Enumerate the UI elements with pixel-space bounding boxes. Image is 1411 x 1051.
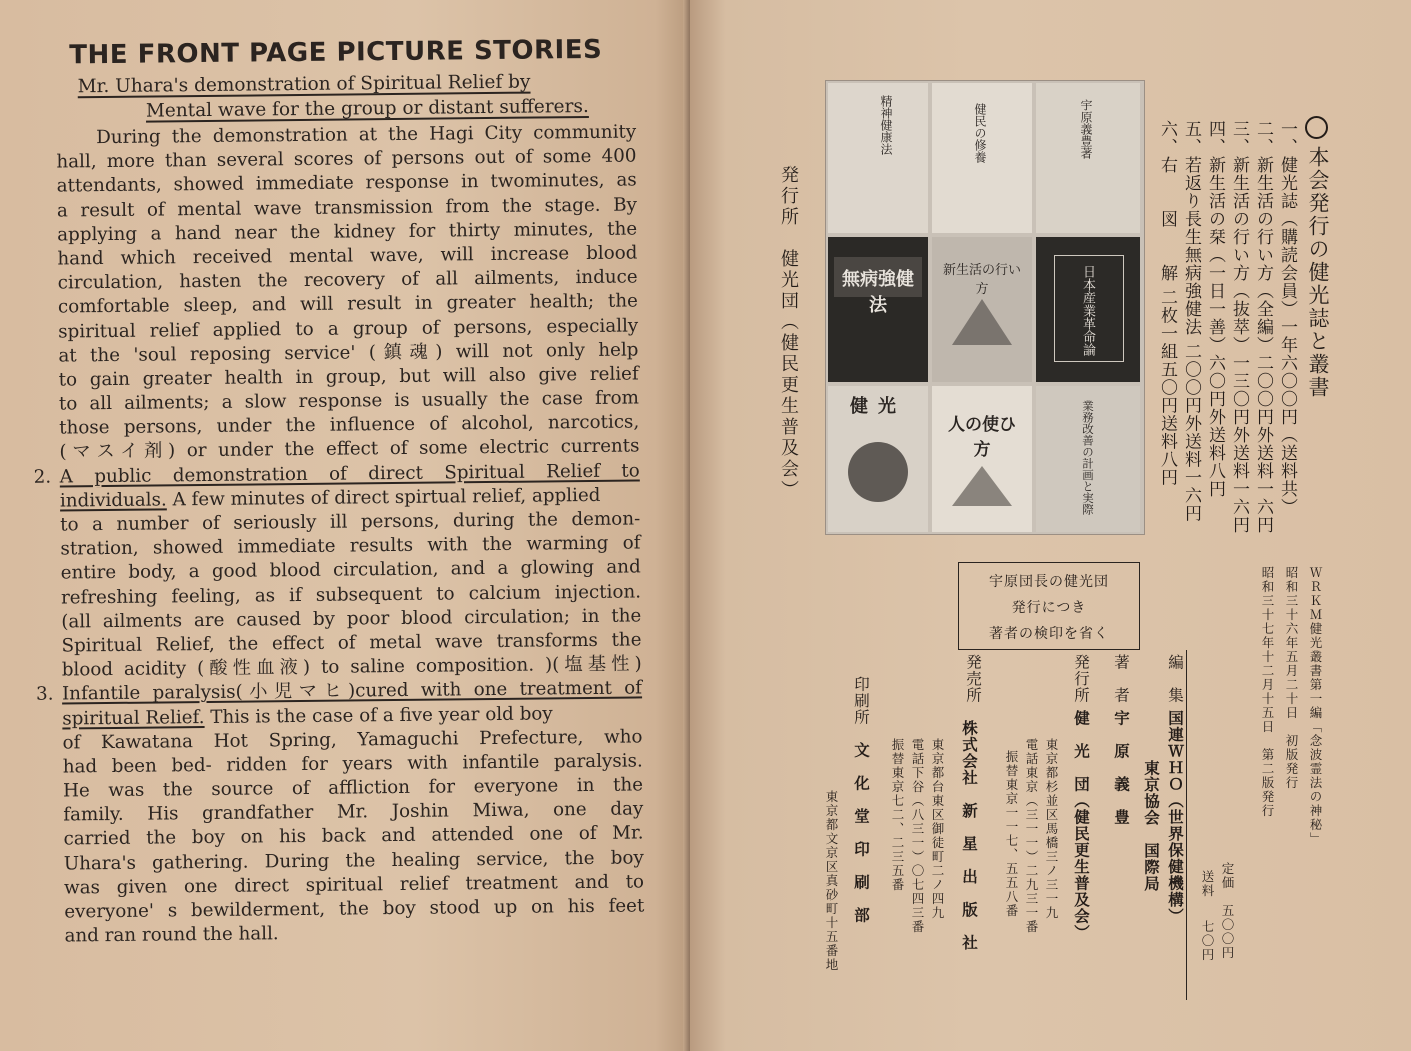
item-3-heading-end: spiritual Relief. — [62, 706, 205, 730]
price-label: 定価 — [1220, 862, 1235, 890]
text-line: carried the boy on his back and attended one of Mr. — [63, 822, 644, 850]
book-cover: 宇原義豊著 — [1036, 83, 1140, 233]
text-line: was given one direct spiritual relief treatment and to — [63, 871, 645, 899]
text-line: Spiritual Relief, the effect of metal wave transforms the — [61, 629, 642, 657]
item-2-heading-text: A public demonstration of direct Spiritual Relief to — [59, 460, 640, 488]
issuer: 健 光 団（健民更生普及会） — [1072, 710, 1091, 941]
text-line: refreshing feeling, as if subsequent to calcium injection. — [60, 580, 642, 609]
series-title: ＷＲＫＭ健光叢書第一編「念波霊法の神秘」 — [1308, 566, 1323, 846]
colophon-rule — [1186, 650, 1187, 1000]
text-line: and ran round the hall. — [64, 923, 279, 947]
text-line: He was the source of affliction for everyone in the — [62, 774, 644, 802]
second-edition-date: 昭和三十七年十二月十五日 第二版発行 — [1260, 566, 1275, 818]
first-edition-date: 昭和三十六年五月二十日 初版発行 — [1284, 566, 1299, 790]
book-cover: 日本産業革命論 — [1036, 237, 1140, 382]
text-line: blood acidity (酸性血液) to saline composition. )(塩基性) — [61, 653, 642, 681]
postage-value: 七〇円 — [1200, 920, 1215, 962]
editor: 国連ＷＨＯ（世界保健機構） — [1166, 710, 1185, 925]
text-line: hand which received mental wave, will increase blood — [57, 242, 638, 270]
book-cover: 健民の修養 — [932, 83, 1032, 233]
editor-2: 東京協会 国際局 — [1142, 760, 1161, 892]
text-line: to gain greater health in group, but will also give relief — [58, 363, 639, 391]
item-2-heading-end: individuals. — [59, 489, 167, 512]
author: 宇 原 義 豊 — [1112, 710, 1131, 826]
text-line: everyone' s bewilderment, the boy stood up on his feet — [64, 895, 645, 923]
text-line: of Kawatana Hot Spring, Yamaguchi Prefecture, who — [62, 726, 643, 754]
text-line: hall, more than several scores of persons out of some 400 — [56, 145, 637, 173]
moon-icon — [848, 442, 908, 502]
subtitle-line-1: Mr. Uhara's demonstration of Spiritual Relief by — [77, 71, 531, 98]
text-line: Uhara's gathering. During the healing service, the boy — [63, 847, 644, 875]
left-page-text — [0, 0, 690, 1051]
mountain-icon — [952, 299, 1012, 345]
text-line: to a number of seriously ill persons, during the demon- — [60, 508, 641, 536]
text-line: (マスイ剤) or under the effect of some electric currents — [59, 435, 640, 463]
text-line: spiritual relief applied to a group of persons, especially — [58, 314, 639, 343]
seller-phone: 電話下谷（八三一）〇七四三番 — [910, 738, 925, 934]
author-label: 著 者 — [1112, 654, 1130, 704]
right-page — [690, 0, 1411, 1051]
page-title: THE FRONT PAGE PICTURE STORIES — [69, 34, 603, 71]
issuer-phone: 電話東京（三一一）二九三一番 — [1024, 738, 1039, 934]
price-value: 五〇〇円 — [1220, 904, 1235, 960]
book-cover: 業務改善の計画と実際 — [1036, 386, 1140, 532]
list-item: 五、若返り長生無病強健法 二〇〇円外送料一六円 — [1181, 120, 1201, 523]
seal-omission-box: 宇原団長の健光団 発行につき 著者の検印を省く — [958, 562, 1140, 650]
text-line: (all ailments are caused by poor blood circulation; in the — [61, 605, 642, 633]
text-line: at the 'soul reposing service' (鎮魂) will not only help — [58, 339, 639, 367]
item-3-line: This is the case of a five year old boy — [204, 702, 553, 728]
issuer-label: 発行所 — [1072, 654, 1090, 704]
item-2-line: A few minutes of direct spirtual relief, applied — [166, 484, 601, 511]
text-line: attendants, showed immediate response in twominutes, as — [56, 169, 637, 197]
text-line: had been bed- ridden for years with infantile paralysis. — [62, 750, 643, 778]
mountain-icon — [952, 466, 1012, 506]
printer-label: 印刷所 — [852, 676, 870, 726]
article-body — [33, 120, 645, 948]
item-2-number: 2. — [33, 466, 52, 488]
item-3-number: 3. — [35, 683, 54, 706]
editor-label: 編 集 — [1166, 654, 1184, 704]
book-covers-photo — [825, 80, 1145, 535]
publisher-line: 発行所 健光団（健民更生普及会） — [778, 165, 799, 501]
printer-address: 東京都文京区真砂町十五番地 — [824, 790, 839, 972]
seller-account: 振替東京七二、二三五番 — [890, 738, 905, 892]
book-cover: 精神健康法 — [828, 83, 928, 233]
circle-bullet-icon — [1305, 116, 1328, 139]
postage-label: 送料 — [1200, 870, 1215, 898]
issuer-account: 振替東京一一七、五五八番 — [1004, 750, 1019, 918]
text-line: those persons, under the influence of alcohol, narcotics, — [59, 411, 640, 439]
text-line: entire body, a good blood circulation, and a glowing and — [60, 556, 641, 584]
seller: 株式会社 新 星 出 版 社 — [960, 720, 979, 951]
book-cover: 新生活の行い方 — [932, 237, 1032, 382]
subtitle-line-2: Mental wave for the group or distant sufferers. — [145, 95, 589, 122]
text-line: circulation, hasten the recovery of all ailments, induce — [57, 266, 638, 294]
book-cover: 健光 — [828, 386, 928, 532]
issuer-address: 東京都杉並区馬橋三ノ三一九 — [1044, 738, 1059, 920]
list-heading: 本会発行の健光誌と叢書 — [1306, 146, 1330, 399]
text-line: stration, showed immediate results with the warming of — [60, 532, 641, 560]
left-page — [0, 0, 690, 1051]
book-cover: 人の使ひ方 — [932, 386, 1032, 532]
list-item: 六、右 図 解 二枚一組五〇円送料八円 — [1157, 120, 1177, 487]
list-item: 二、新生活の行い方（全編）二〇〇円外送料一六円 — [1253, 120, 1273, 534]
text-line: family. His grandfather Mr. Joshin Miwa, one day — [63, 798, 644, 826]
text-line: a result of mental wave transmission from the stage. By — [56, 194, 638, 222]
printer: 文 化 堂 印 刷 部 — [852, 742, 871, 924]
text-line: applying a hand near the kidney for thirty minutes, the — [57, 218, 638, 246]
seller-label: 発売所 — [964, 654, 982, 704]
item-3-heading-text: Infantile paralysis(小児マヒ)cured with one treatment of — [61, 677, 643, 705]
seller-address: 東京都台東区御徒町二ノ四九 — [930, 738, 945, 920]
list-item: 三、新生活の行い方（抜萃）一三〇円外送料一六円 — [1229, 120, 1249, 534]
list-item: 四、新生活の栞（一日一善）六〇円外送料八円 — [1205, 120, 1225, 498]
list-item: 一、健光誌（購読会員）一年六〇〇円（送料共） — [1277, 120, 1297, 516]
text-line: comfortable sleep, and will result in greater health; the — [57, 290, 639, 318]
book-cover: 無病強健法 — [828, 237, 928, 382]
text-line: to all ailments; a slow response is usually the case from — [58, 387, 640, 415]
text-line: During the demonstration at the Hagi City community — [96, 121, 637, 149]
